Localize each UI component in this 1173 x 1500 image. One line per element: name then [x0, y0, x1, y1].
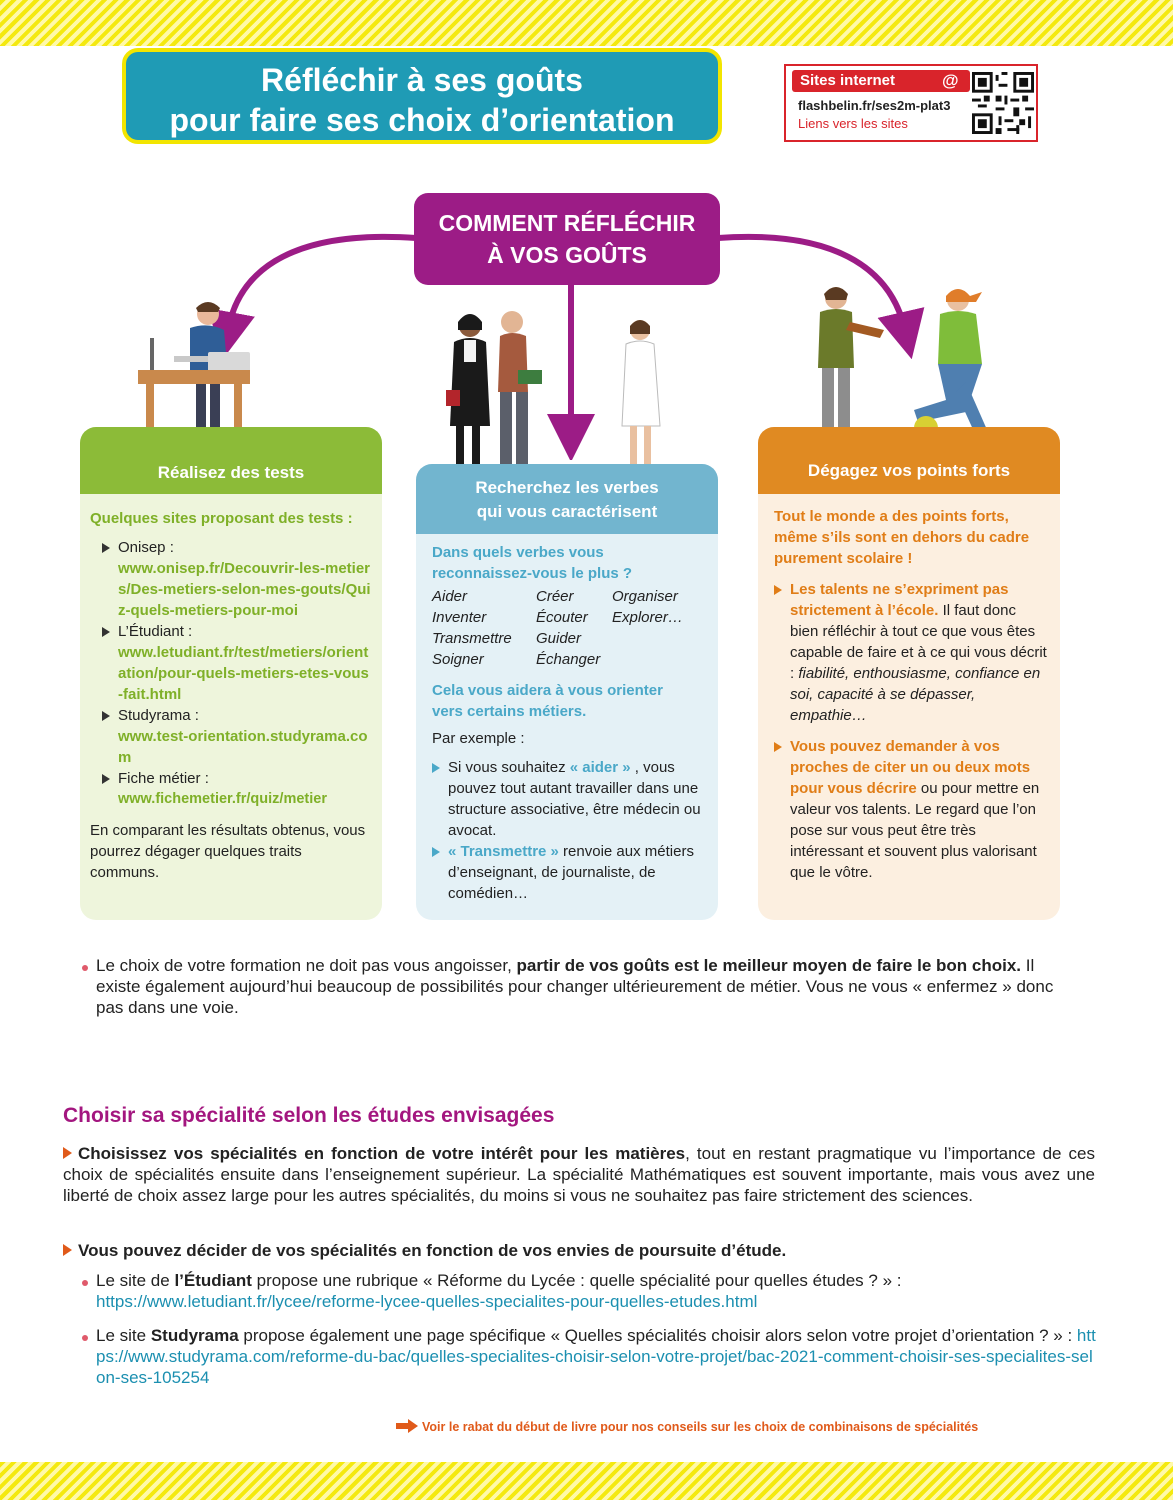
site-label: Studyrama :	[118, 707, 199, 724]
triangle-bullet-icon	[774, 585, 782, 595]
tests-intro: Quelques sites proposant des tests :	[90, 510, 353, 527]
sites-internet-box[interactable]	[784, 64, 1038, 142]
three-professionals-illustration	[440, 308, 670, 473]
verbs-list-col-1	[432, 586, 512, 670]
verb: Guider	[536, 630, 582, 647]
example-keyword: « aider »	[569, 759, 631, 776]
section-title: Choisir sa spécialité selon les études envisagées	[63, 1104, 555, 1127]
paragraph-text: Le site	[96, 1326, 151, 1345]
paragraph-text: Le site de	[96, 1271, 175, 1290]
section-paragraph-2	[63, 1240, 1095, 1261]
paragraph-text: Il existe également aujourd’hui beaucoup de possibilités pour changer ultérieurement de métier. Vous ne vous « enfermez » donc pas dans une voie.	[96, 956, 1054, 1017]
example-text: renvoie aux métiers d’enseignant, de journaliste, de comédien…	[448, 843, 694, 902]
paragraph-bold: Choisissez vos spécialités en fonction de votre intérêt pour les matières	[78, 1144, 686, 1163]
strengths-qualities: fiabilité, enthousiasme, confiance en soi, capacité à se dépasser, empathie…	[790, 665, 1041, 724]
tests-outro: En comparant les résultats obtenus, vous pourrez dégager quelques traits communs.	[90, 822, 366, 881]
sites-url[interactable]: flashbelin.fr/ses2m-plat3	[798, 98, 951, 113]
qr-code-icon[interactable]	[972, 72, 1034, 134]
center-line-2: À VOS GOÛTS	[487, 242, 647, 268]
formation-paragraph	[96, 955, 1076, 1018]
site-link[interactable]: www.test-orientation.studyrama.com	[118, 728, 368, 766]
triangle-bullet-icon	[432, 763, 440, 773]
verb: Écouter	[536, 609, 588, 626]
strengths-text: ou pour mettre en valeur vos talents. Le regard que l’on pose sur vous peut être très intéressant et souvent plus valorisant que le vôtre.	[790, 780, 1040, 881]
paragraph-text: Le choix de votre formation ne doit pas vous angoisser,	[96, 956, 517, 975]
site-link[interactable]: www.onisep.fr/Decouvrir-les-metiers/Des-metiers-selon-mes-gouts/Quiz-quels-metiers-pour-moi	[118, 560, 371, 619]
verbs-column-header	[416, 464, 718, 534]
paragraph-bold: Vous pouvez décider de vos spécialités en fonction de vos envies de poursuite d’étude.	[78, 1241, 787, 1260]
list-item	[90, 768, 372, 810]
paragraph-text: propose également une page spécifique « Quelles spécialités choisir alors selon votre projet d’orientation ? » :	[238, 1326, 1077, 1345]
verb: Aider	[432, 588, 468, 605]
triangle-bullet-icon	[432, 847, 440, 857]
title-line-2: pour faire ses choix d’orientation	[169, 102, 675, 138]
bullet-dot-icon	[82, 1335, 88, 1341]
verbs-help-line-2: vers certains métiers.	[432, 703, 587, 720]
sites-links-label: Liens vers les sites	[798, 116, 908, 131]
list-item	[432, 841, 712, 904]
verbs-help-line-1: Cela vous aidera à vous orienter	[432, 682, 663, 699]
example-text: Si vous souhaitez	[448, 759, 570, 776]
verbs-question-line-2: reconnaissez-vous le plus ?	[432, 565, 633, 582]
verb: Échanger	[536, 651, 601, 668]
strengths-intro: Tout le monde a des points forts, même s’ils sont en dehors du cadre purement scolaire !	[774, 508, 1030, 567]
verbs-column	[416, 464, 718, 920]
strengths-keyword: Les talents ne s’expriment pas strictement à l’école.	[790, 581, 1009, 619]
verbs-list-col-3	[612, 586, 683, 628]
paragraph-bold: l’Étudiant	[174, 1271, 252, 1290]
site-link[interactable]: www.fichemetier.fr/quiz/metier	[118, 791, 327, 807]
studyrama-link[interactable]: https://www.studyrama.com/reforme-du-bac/quelles-specialites-choisir-selon-votre-projet/bac-2021-comment-choisir-ses-specialites-selon-ses-105254	[96, 1326, 1096, 1387]
sites-internet-label: Sites internet	[800, 72, 896, 89]
person-at-desk-illustration	[128, 298, 258, 443]
site-link[interactable]: www.letudiant.fr/test/metiers/orientation/pour-quels-metiers-etes-vous-fait.html	[118, 644, 369, 703]
studyrama-paragraph	[96, 1325, 1096, 1388]
letudiant-paragraph	[96, 1270, 1096, 1312]
verbs-header-line-2: qui vous caractérisent	[476, 502, 658, 521]
tests-column	[80, 427, 382, 920]
list-item	[90, 705, 372, 768]
paragraph-text: , tout en restant pragmatique vu l’importance de ces choix de spécialités ensuite dans l’enseignement supérieur. La spécialité Mathématiques est souvent importante, mais vous avez une liberté de choix assez large pour les autres spécialités, du moins si vous ne souhaitez pas faire strictement des sciences.	[63, 1144, 1096, 1205]
verb: Transmettre	[432, 630, 512, 647]
list-item	[774, 579, 1048, 726]
site-label: Onisep :	[118, 539, 174, 556]
triangle-bullet-icon	[774, 742, 782, 752]
list-item	[90, 621, 372, 705]
paragraph-bold: partir de vos goûts est le meilleur moyen de faire le bon choix.	[516, 956, 1022, 975]
at-icon: @	[942, 71, 959, 90]
strengths-keyword: Vous pouvez demander à vos proches de citer un ou deux mots pour vous décrire	[790, 738, 1031, 797]
triangle-bullet-icon	[102, 774, 110, 784]
verbs-list-col-2	[536, 586, 600, 670]
verb: Explorer…	[612, 609, 683, 626]
paragraph-text: propose une rubrique « Réforme du Lycée : quelle spécialité pour quelles études ? » :	[251, 1271, 902, 1290]
tests-column-header: Réalisez des tests	[80, 427, 382, 494]
strengths-column	[758, 427, 1060, 920]
list-item	[774, 736, 1048, 883]
site-label: L’Étudiant :	[118, 623, 193, 640]
bullet-dot-icon	[82, 965, 88, 971]
triangle-bullet-icon	[63, 1244, 72, 1256]
example-keyword: « Transmettre »	[448, 843, 559, 860]
sites-internet-header	[792, 70, 970, 92]
paragraph-bold: Studyrama	[150, 1326, 239, 1345]
triangle-bullet-icon	[63, 1147, 72, 1159]
verb: Organiser	[612, 588, 678, 605]
verbs-question-line-1: Dans quels verbes vous	[432, 544, 604, 561]
triangle-bullet-icon	[102, 711, 110, 721]
verb: Soigner	[432, 651, 484, 668]
triangle-bullet-icon	[102, 627, 110, 637]
example-text: , vous pouvez tout autant travailler dans une structure associative, être médecin ou avocat.	[448, 759, 701, 839]
page-title	[122, 48, 722, 144]
site-label: Fiche métier :	[118, 770, 209, 787]
example-label: Par exemple :	[432, 730, 525, 747]
title-line-1: Réfléchir à ses goûts	[261, 62, 583, 98]
footer-note: Voir le rabat du début de livre pour nos conseils sur les choix de combinaisons de spécialités	[422, 1420, 979, 1434]
verb: Créer	[536, 588, 574, 605]
center-heading-box	[414, 193, 720, 285]
top-stripe-band	[0, 0, 1173, 46]
verbs-header-line-1: Recherchez les verbes	[475, 478, 659, 497]
list-item	[432, 757, 712, 841]
strengths-column-header: Dégagez vos points forts	[758, 427, 1060, 494]
list-item	[90, 537, 372, 621]
section-paragraph-1	[63, 1143, 1095, 1206]
bottom-stripe-band	[0, 1462, 1173, 1500]
letudiant-link[interactable]: https://www.letudiant.fr/lycee/reforme-lycee-quelles-specialites-pour-quelles-etudes.html	[96, 1292, 758, 1311]
hand-arrow-icon	[396, 1419, 418, 1433]
verb: Inventer	[432, 609, 487, 626]
strengths-text: Il faut donc bien réfléchir à tout ce que vous êtes capable de faire et à ce qui vous décrit :	[790, 602, 1047, 682]
center-line-1: COMMENT RÉFLÉCHIR	[438, 210, 696, 236]
triangle-bullet-icon	[102, 543, 110, 553]
bullet-dot-icon	[82, 1280, 88, 1286]
